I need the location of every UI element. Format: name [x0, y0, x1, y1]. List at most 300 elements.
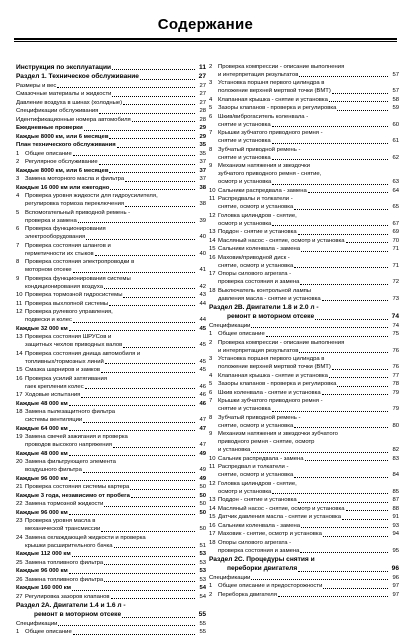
toc-entry [209, 380, 399, 389]
toc-page-number: 77 [389, 374, 399, 380]
toc-page-number: 50 [196, 494, 206, 500]
toc-page-number: 55 [196, 630, 206, 636]
toc-entry [209, 211, 399, 220]
dot-leader [122, 617, 195, 618]
dot-leader [305, 460, 388, 461]
toc-entry [209, 582, 399, 591]
toc-entry [16, 550, 206, 559]
dot-leader [101, 372, 195, 373]
toc-page-number: 38 [196, 186, 206, 192]
toc-entry-title: План технического обслуживания [16, 143, 116, 149]
dot-leader [99, 164, 195, 165]
dot-leader [308, 192, 388, 193]
toc-entry-title: Масляный насос - снятие, осмотр и установка [218, 507, 345, 513]
toc-entry-number: 12 [209, 482, 218, 488]
toc-page-number: 63 [389, 180, 399, 186]
toc-entry [209, 278, 399, 286]
toc-entry [209, 413, 399, 422]
toc-entry-title: моторном отсеке [25, 268, 72, 274]
toc-entry [16, 324, 206, 333]
toc-entry-title: Раздел 1. Техническое обслуживание [16, 74, 139, 81]
toc-entry-title: Каждые 64 000 км [16, 427, 68, 433]
toc-entry-number: 8 [209, 416, 218, 422]
toc-entry-number: 1 [16, 630, 25, 636]
toc-entry [209, 504, 399, 513]
toc-entry [209, 538, 399, 547]
toc-entry-title: Каждые 3 года, независимо от пробега [16, 494, 130, 500]
dot-leader [83, 422, 195, 423]
dot-leader [73, 322, 195, 323]
toc-entry-title: Опоры силового агрегата - [218, 272, 291, 278]
toc-page-number: 50 [196, 485, 206, 491]
toc-entry-title: кондиционирования воздуха [25, 285, 103, 291]
toc-entry-number: 9 [16, 277, 25, 283]
toc-entry [16, 584, 206, 593]
toc-entry-number: 8 [209, 148, 218, 154]
toc-entry [16, 115, 206, 124]
toc-entry-number: 18 [209, 541, 218, 547]
toc-page-number: 27 [196, 101, 206, 107]
toc-entry [209, 71, 399, 79]
toc-page-number: 87 [389, 498, 399, 504]
toc-page-number: 53 [196, 578, 206, 584]
toc-entry-title: Раздел 2С. Процедуры снятия и [209, 557, 315, 564]
toc-entry [209, 471, 399, 479]
toc-page-number: 50 [196, 527, 206, 533]
toc-entry [16, 90, 206, 99]
toc-entry [16, 601, 206, 611]
toc-entry-title: Маховик - снятие, осмотр и установка [218, 532, 322, 538]
toc-entry-number: 2 [209, 65, 218, 71]
dot-leader [95, 255, 195, 256]
page-title: Содержание [0, 16, 411, 33]
dot-leader [117, 147, 195, 148]
dot-leader [323, 536, 388, 537]
dot-leader [337, 386, 388, 387]
toc-entry-title: Замена моторного масла и фильтра [25, 177, 124, 183]
toc-entry [209, 330, 399, 339]
toc-entry-title: Каждые 96 000 км [16, 477, 68, 483]
toc-entry [16, 200, 206, 208]
dot-leader [251, 327, 388, 328]
toc-entry [209, 463, 399, 472]
toc-entry-title: Вспомогательный приводной ремень - [25, 211, 130, 217]
toc-page-number: 44 [196, 302, 206, 308]
toc-entry-title: Проверка уровня жидкости для гидроусилителя, [25, 194, 158, 200]
dot-leader [104, 288, 195, 289]
toc-entry-number: 1 [209, 332, 218, 338]
toc-entry-title: Переборка двигателя [218, 593, 277, 599]
toc-entry [16, 283, 206, 291]
toc-entry [16, 316, 206, 324]
toc-entry-title: Проверка состояния шлангов и [25, 244, 111, 250]
dot-leader [104, 581, 195, 582]
toc-entry-number: 8 [16, 260, 25, 266]
toc-entry [16, 274, 206, 283]
toc-entry [209, 236, 399, 245]
dot-leader [112, 69, 195, 70]
dot-leader [73, 155, 195, 156]
toc-entry-title: переборки двигателя [209, 566, 297, 573]
toc-entry-number: 1 [209, 584, 218, 590]
dot-leader [105, 363, 195, 364]
toc-entry-number: 18 [16, 410, 25, 416]
toc-entry [209, 397, 399, 406]
toc-entry [209, 446, 399, 454]
toc-entry-title: Смазочные материалы и жидкости [16, 92, 111, 98]
toc-entry [209, 95, 399, 104]
toc-page-number: 43 [196, 293, 206, 299]
toc-page-number: 57 [389, 73, 399, 79]
toc-entry [209, 121, 399, 129]
toc-entry [209, 129, 399, 138]
toc-entry-number: 12 [209, 214, 218, 220]
toc-entry-number: 6 [209, 391, 218, 397]
toc-entry-title: регулировка тормоза переключения [25, 202, 124, 208]
toc-entry-title: Шкив коленвала - снятие и установка [218, 391, 321, 397]
toc-entry-title: Головка цилиндров - снятие, [218, 482, 297, 488]
toc-entry-number: 26 [16, 578, 25, 584]
toc-entry-title: Каждые 112 000 км [16, 552, 71, 558]
toc-entry [16, 383, 206, 391]
toc-page-number: 55 [196, 612, 206, 619]
toc-entry-number: 17 [16, 393, 25, 399]
toc-entry [209, 170, 399, 178]
toc-entry-number: 14 [209, 507, 218, 513]
toc-page-number: 97 [389, 584, 399, 590]
dot-leader [131, 497, 195, 498]
toc-entry [209, 573, 399, 582]
toc-page-number: 82 [389, 448, 399, 454]
toc-entry [16, 349, 206, 358]
dot-leader [294, 477, 388, 478]
dot-leader [346, 242, 389, 243]
dot-leader [329, 101, 388, 102]
toc-entry [16, 483, 206, 492]
dot-leader [272, 184, 388, 185]
toc-page-number: 45 [196, 343, 206, 349]
toc-page-number: 97 [389, 593, 399, 599]
toc-entry [209, 186, 399, 195]
toc-entry [209, 87, 399, 95]
toc-entry-title: Каждые 48 000 км [16, 402, 68, 408]
toc-entry-title: Зазоры клапанов - проверка и регулировка [218, 106, 336, 112]
dot-leader [298, 234, 388, 235]
toc-entry [209, 303, 399, 313]
toc-entry [16, 132, 206, 141]
toc-page-number: 35 [196, 143, 206, 149]
toc-entry-title: Каждые 160 000 км [16, 586, 71, 592]
toc-entry [16, 449, 206, 458]
toc-entry-title: Головка цилиндров - снятие, [218, 214, 297, 220]
dot-leader [300, 284, 388, 285]
toc-entry [16, 366, 206, 375]
toc-entry-number: 5 [209, 106, 218, 112]
toc-page-number: 78 [389, 382, 399, 388]
toc-page-number: 79 [389, 407, 399, 413]
dot-leader [123, 347, 195, 348]
toc-entry-title: снятие и установка [218, 139, 271, 145]
toc-page-number: 47 [196, 427, 206, 433]
dot-leader [294, 267, 388, 268]
toc-page-number: 58 [389, 98, 399, 104]
dot-leader [251, 579, 388, 580]
toc-entry [16, 500, 206, 509]
dot-leader [69, 330, 195, 331]
toc-entry [16, 341, 206, 349]
toc-entry-title: осмотр и установка [218, 180, 271, 186]
toc-entry-title: воздушного фильтра [25, 468, 82, 474]
toc-entry [16, 333, 206, 342]
toc-page-number: 72 [389, 280, 399, 286]
toc-entry [209, 178, 399, 186]
toc-page-number: 83 [389, 457, 399, 463]
toc-entry-title: Инструкция по эксплуатации [16, 65, 111, 72]
toc-entry-title: Проверка выхлопной системы [25, 302, 108, 308]
toc-entry [16, 308, 206, 317]
toc-page-number: 64 [389, 189, 399, 195]
toc-entry [16, 433, 206, 442]
toc-page-number: 79 [389, 391, 399, 397]
dot-leader [125, 206, 195, 207]
toc-page-number: 71 [389, 247, 399, 253]
toc-entry-title: механической трансмиссии [25, 527, 100, 533]
toc-page-number: 28 [196, 109, 206, 115]
dot-leader [294, 209, 388, 210]
toc-page-number: 57 [389, 89, 399, 95]
dot-leader [69, 405, 195, 406]
toc-page-number: 39 [196, 219, 206, 225]
toc-page-number: 47 [196, 418, 206, 424]
dot-leader [272, 225, 388, 226]
toc-entry [16, 258, 206, 267]
toc-entry-number: 24 [16, 536, 25, 542]
dot-leader [294, 427, 388, 428]
toc-entry [209, 422, 399, 430]
toc-entry-title: осмотр и установка [218, 222, 271, 228]
toc-entry-title: Смазка шарниров и замков [25, 368, 100, 374]
toc-entry-title: Выключатель контрольной лампы [218, 289, 311, 295]
dot-leader [298, 502, 388, 503]
dot-leader [315, 319, 388, 320]
toc-entry-number: 4 [209, 374, 218, 380]
toc-entry-title: Крышки зубчатого приводного ремня - [218, 399, 323, 405]
toc-page-number: 60 [389, 123, 399, 129]
toc-page-number: 42 [196, 285, 206, 291]
toc-entry-number: 9 [209, 164, 218, 170]
toc-page-number: 37 [196, 160, 206, 166]
toc-entry-title: Установка поршня первого цилиндра в [218, 81, 324, 87]
dot-leader [69, 480, 195, 481]
toc-page-number: 51 [196, 544, 206, 550]
toc-entry [209, 363, 399, 371]
toc-entry [209, 496, 399, 505]
toc-page-number: 49 [196, 468, 206, 474]
toc-entry-number: 11 [209, 197, 218, 203]
toc-page-number: 37 [196, 169, 206, 175]
dot-leader [113, 447, 195, 448]
toc-entry-title: приводного ремня - снятие, осмотр [218, 440, 314, 446]
toc-entry-number: 19 [16, 435, 25, 441]
toc-entry-title: Спецификации [209, 576, 250, 582]
toc-entry-number: 17 [209, 272, 218, 278]
toc-entry [209, 521, 399, 530]
toc-entry-title: Крышки зубчатого приводного ремня - [218, 131, 323, 137]
toc-entry-title: Каждые 48 000 км [16, 452, 68, 458]
toc-page-number: 62 [389, 156, 399, 162]
toc-entry-number: 10 [16, 293, 25, 299]
toc-entry-title: давления масла - снятие и установка [218, 297, 321, 303]
dot-leader [109, 305, 195, 306]
dot-leader [85, 388, 195, 389]
toc-entry-number: 7 [209, 131, 218, 137]
toc-entry-number: 25 [16, 561, 25, 567]
toc-entry-title: снятие, осмотр и установка [218, 264, 293, 270]
toc-entry [209, 62, 399, 71]
toc-page-number: 75 [389, 332, 399, 338]
toc-entry [209, 355, 399, 364]
toc-entry-number: 3 [16, 177, 25, 183]
toc-entry [16, 466, 206, 474]
toc-entry [16, 225, 206, 234]
toc-page-number: 93 [389, 524, 399, 530]
toc-entry-title: Шкив/виброгаситель коленвала - [218, 115, 308, 121]
toc-entry-title: Сальники коленвала - замена [218, 524, 300, 530]
toc-entry-title: Проверка состояния днища автомобиля и [25, 352, 140, 358]
toc-entry-title: защитных чехлов приводных валов [25, 343, 122, 349]
toc-page-number: 74 [389, 324, 399, 330]
toc-entry-number: 4 [209, 98, 218, 104]
toc-entry-title: положение верхней мертвой точки (ВМТ) [218, 89, 331, 95]
dot-leader [83, 472, 195, 473]
toc-entry [209, 162, 399, 171]
toc-entry [16, 158, 206, 167]
toc-entry-title: проводов высокого напряжения [25, 443, 112, 449]
dot-leader [99, 113, 195, 114]
dot-leader [109, 138, 195, 139]
toc-entry [16, 107, 206, 116]
dot-leader [329, 377, 388, 378]
toc-page-number: 49 [196, 452, 206, 458]
toc-entry-title: Сальники коленвала - замена [218, 247, 300, 253]
toc-entry [209, 286, 399, 295]
toc-page-number: 29 [196, 126, 206, 132]
toc-entry [16, 358, 206, 366]
dot-leader [69, 455, 195, 456]
toc-page-number: 91 [389, 515, 399, 521]
toc-page-number: 38 [196, 202, 206, 208]
toc-entry-title: зубчатого приводного ремня - снятие, [218, 172, 321, 178]
toc-entry [209, 438, 399, 446]
title-rule-thick [14, 38, 397, 40]
toc-entry [209, 104, 399, 113]
toc-page-number: 88 [389, 507, 399, 513]
toc-entry-title: Распредвалы и толкатели - [218, 197, 293, 203]
toc-entry [209, 295, 399, 303]
toc-entry-title: Проверка компрессии - описание выполнения [218, 341, 344, 347]
toc-entry-number: 2 [16, 160, 25, 166]
toc-entry [209, 488, 399, 496]
toc-entry [16, 517, 206, 526]
toc-entry-title: Регулировка зазоров клапанов [25, 595, 110, 601]
dot-leader [300, 552, 388, 553]
toc-entry [16, 183, 206, 192]
toc-entry-number: 10 [209, 189, 218, 195]
dot-leader [114, 547, 195, 548]
toc-entry-title: ремонт в моторном отсеке [209, 314, 314, 321]
toc-entry [209, 145, 399, 154]
toc-page-number: 53 [196, 561, 206, 567]
toc-page-number: 28 [196, 118, 206, 124]
toc-entry-title: Проверка усилий затягивания [25, 377, 107, 383]
toc-entry [16, 391, 206, 400]
toc-entry-title: Клапанная крышка - снятие и установка [218, 98, 328, 104]
toc-entry-number: 10 [209, 457, 218, 463]
dot-leader [322, 394, 388, 395]
toc-entry-number: 17 [209, 532, 218, 538]
toc-entry-number: 3 [209, 81, 218, 87]
toc-entry-title: проверка состояния и замена [218, 280, 299, 286]
toc-page-number: 45 [196, 360, 206, 366]
toc-entry-number: 12 [16, 310, 25, 316]
toc-entry-title: Проверка функционирования [25, 227, 106, 233]
toc-entry [16, 542, 206, 550]
toc-entry-number: 11 [16, 302, 25, 308]
toc-entry-title: Замена топливного фильтра [25, 561, 103, 567]
toc-entry-title: снятие и установка [218, 407, 271, 413]
dot-leader [112, 96, 195, 97]
toc-entry-title: герметичности их стыков [25, 252, 94, 258]
toc-entry [16, 424, 206, 433]
toc-entry [16, 508, 206, 517]
toc-entry [16, 217, 206, 225]
toc-entry [209, 245, 399, 254]
toc-entry-title: Проверка компрессии - описание выполнения [218, 65, 344, 71]
dot-leader [272, 493, 388, 494]
toc-entry [16, 408, 206, 417]
toc-entry-title: Замена тормозной жидкости [25, 502, 103, 508]
toc-entry-title: Сальник распредвала - замена [218, 457, 304, 463]
dot-leader [299, 352, 388, 353]
toc-entry-number: 21 [16, 485, 25, 491]
toc-page-number: 49 [196, 477, 206, 483]
toc-entry [209, 371, 399, 380]
toc-entry-title: Общее описание [25, 630, 72, 636]
toc-entry-title: Общее описание [25, 152, 72, 158]
toc-entry [16, 266, 206, 274]
toc-page-number: 40 [196, 252, 206, 258]
dot-leader [84, 130, 195, 131]
toc-entry-number: 5 [209, 382, 218, 388]
toc-page-number: 53 [196, 552, 206, 558]
dot-leader [299, 76, 388, 77]
toc-entry-title: Спецификации [209, 324, 250, 330]
toc-entry [16, 610, 206, 619]
toc-entry [209, 112, 399, 121]
toc-page-number: 76 [389, 349, 399, 355]
toc-entry-title: и интерпретация результатов [218, 73, 298, 79]
toc-page-number: 55 [196, 622, 206, 628]
dot-leader [272, 411, 388, 412]
toc-page-number: 70 [389, 239, 399, 245]
toc-entry-title: Проверка функционирования системы [25, 277, 131, 283]
toc-entry-number: 22 [16, 502, 25, 508]
toc-entry [16, 72, 206, 82]
toc-entry [209, 405, 399, 413]
toc-entry [209, 388, 399, 397]
toc-entry-number: 6 [16, 227, 25, 233]
toc-entry-title: Каждые 16 000 км или ежегодно [16, 186, 109, 192]
